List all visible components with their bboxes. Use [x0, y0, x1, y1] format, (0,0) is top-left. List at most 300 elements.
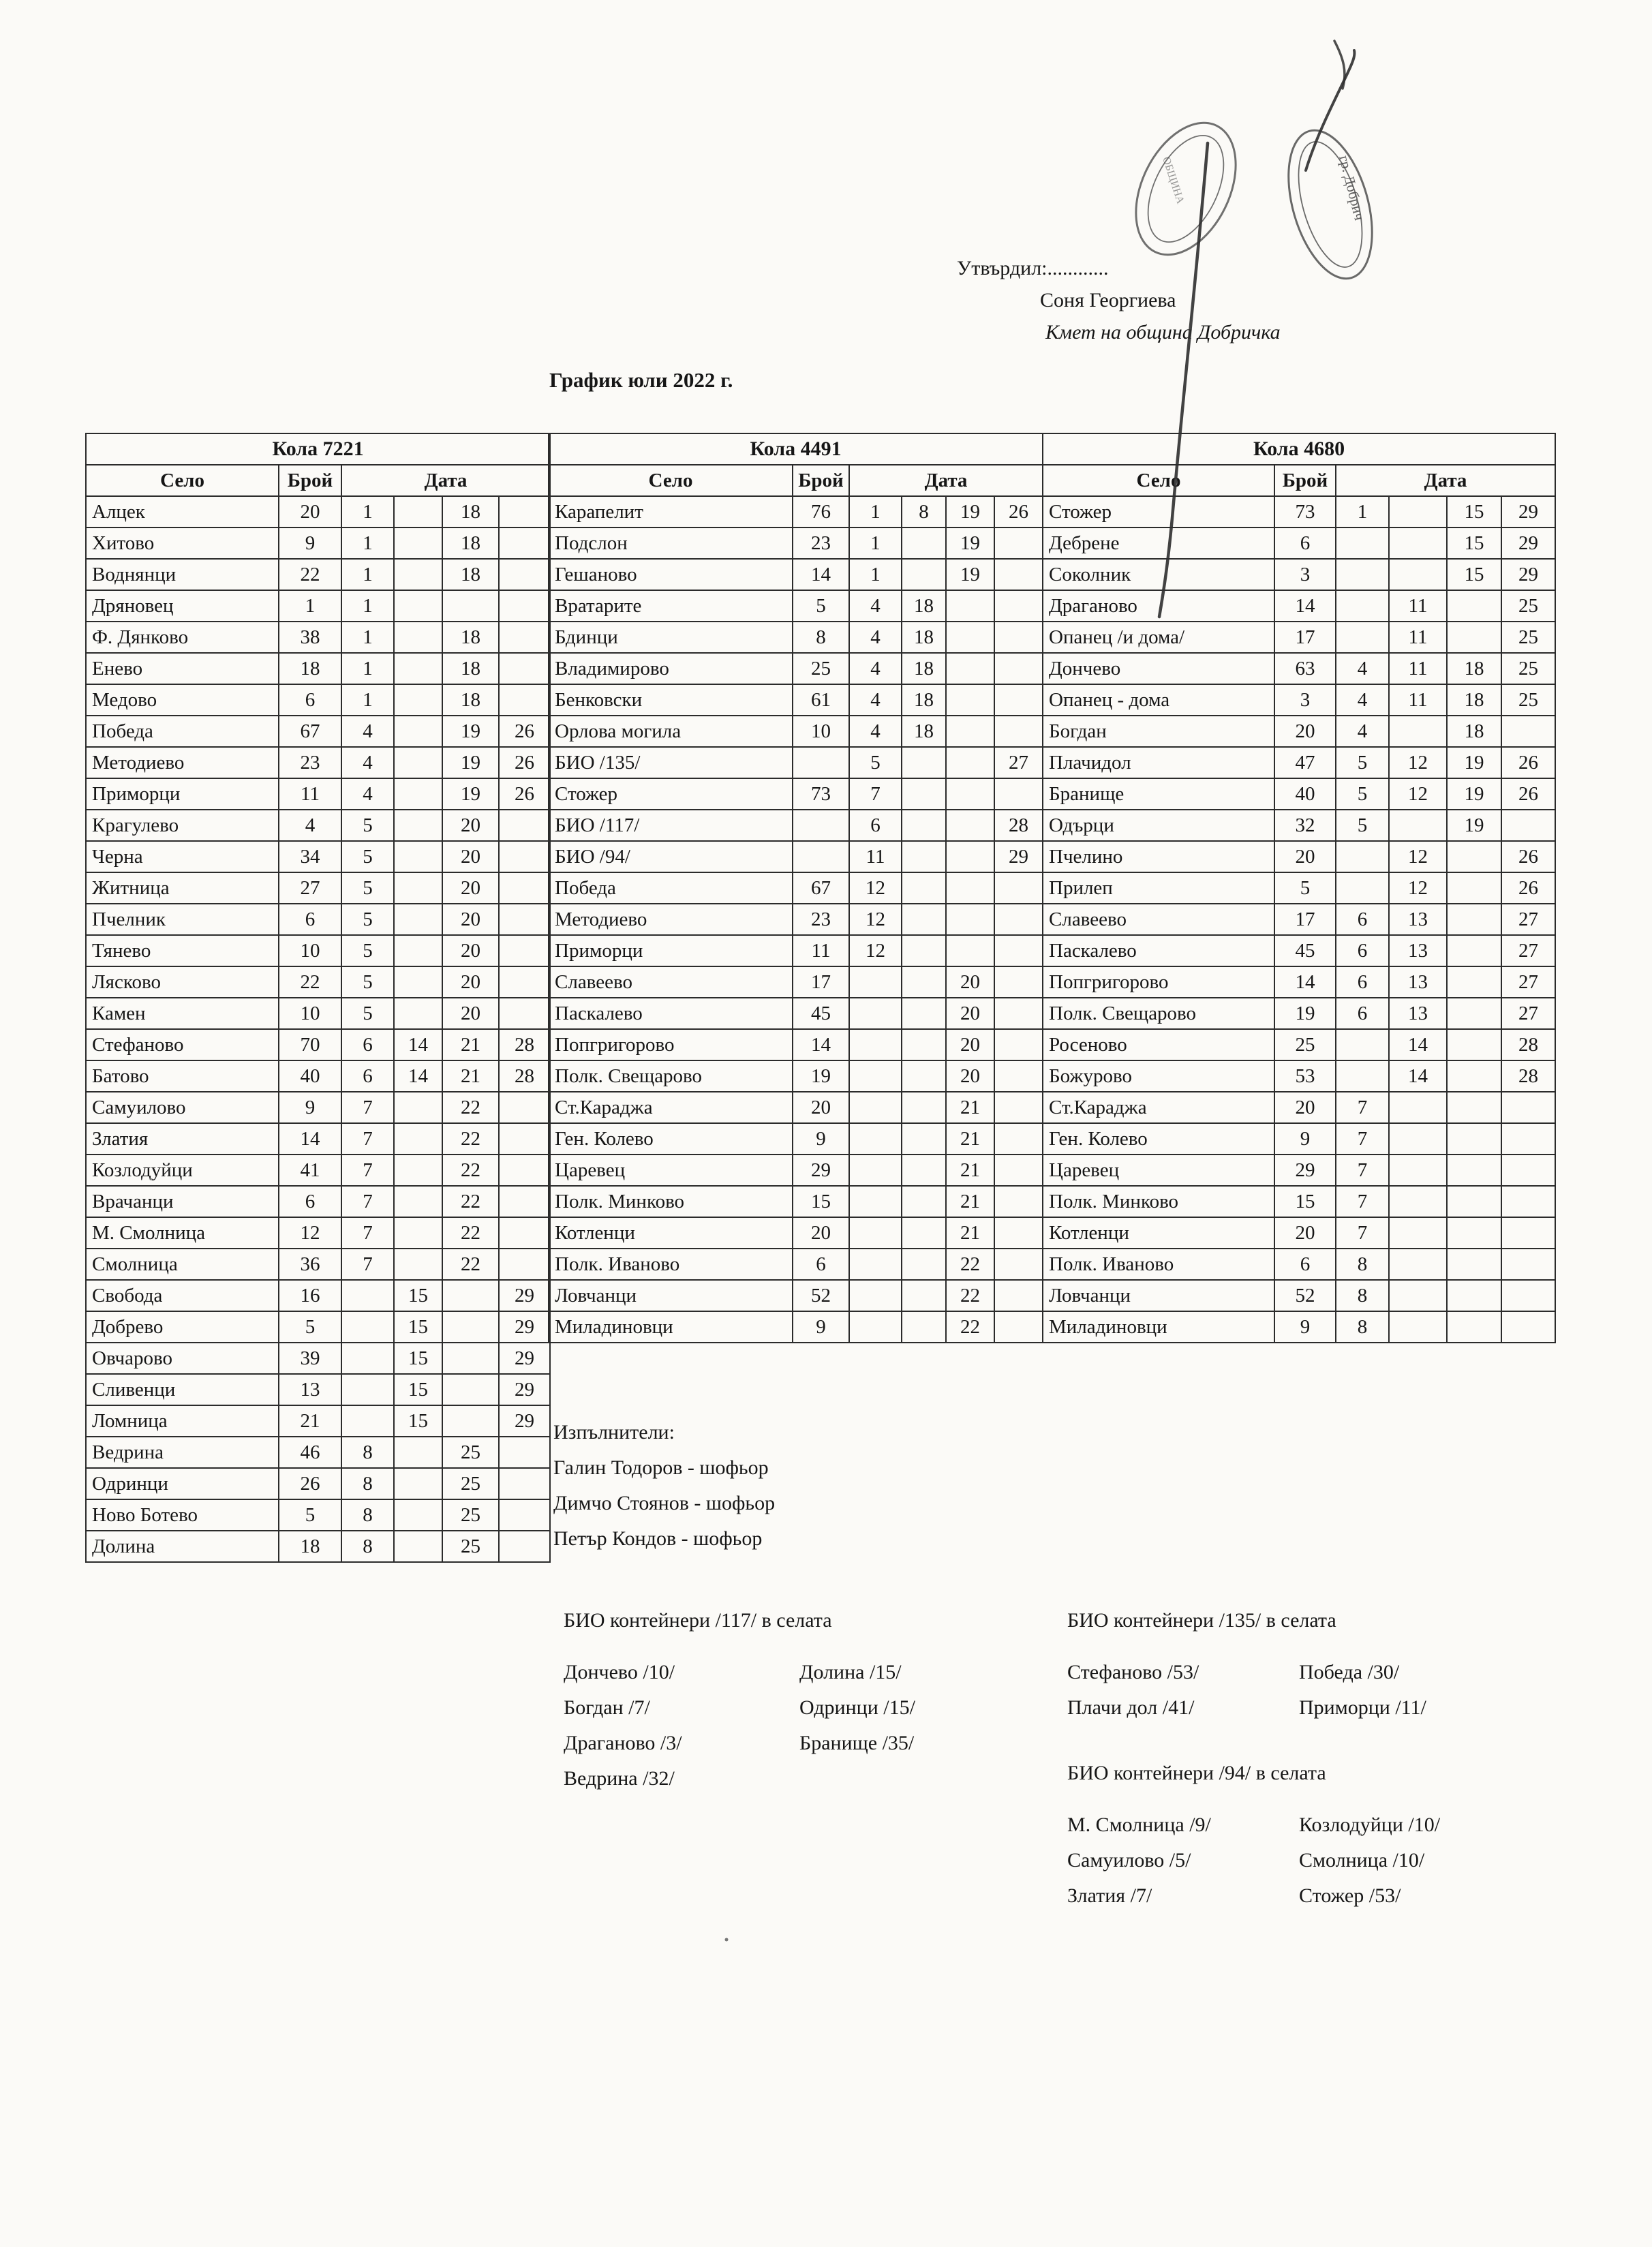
date-cell: 7 [341, 1123, 394, 1155]
date-cell: 29 [1501, 559, 1555, 590]
date-cell [994, 1311, 1043, 1343]
date-cell [394, 590, 442, 622]
col-header-count: Брой [793, 465, 849, 496]
date-cell: 11 [1389, 622, 1447, 653]
note-item: Плачи дол /41/ [1067, 1696, 1195, 1719]
count-cell: 9 [793, 1311, 849, 1343]
date-cell: 27 [994, 747, 1043, 778]
table-row [549, 1092, 1043, 1123]
date-cell [946, 684, 994, 716]
count-cell [793, 747, 849, 778]
date-cell: 22 [946, 1249, 994, 1280]
village-cell: Росеново [1043, 1029, 1274, 1060]
date-cell: 8 [341, 1499, 394, 1531]
date-cell [1447, 1311, 1501, 1343]
date-cell [849, 1060, 902, 1092]
count-cell: 9 [279, 1092, 341, 1123]
count-cell: 17 [793, 966, 849, 998]
date-cell: 20 [946, 1060, 994, 1092]
note-item: Стефаново /53/ [1067, 1661, 1199, 1683]
date-cell [499, 496, 550, 528]
village-cell: Опанец - дома [1043, 684, 1274, 716]
date-cell [1447, 841, 1501, 872]
note-item: Богдан /7/ [564, 1696, 650, 1719]
village-cell: Ловчанци [1043, 1280, 1274, 1311]
table-row [1043, 904, 1555, 935]
village-cell: Дончево [1043, 653, 1274, 684]
village-cell: Полк. Иваново [549, 1249, 793, 1280]
village-cell: Ново Ботево [86, 1499, 279, 1531]
date-cell: 15 [1447, 496, 1501, 528]
count-cell: 22 [279, 559, 341, 590]
date-cell [946, 872, 994, 904]
date-cell [394, 716, 442, 747]
table-group-title: Кола 4680 [1043, 433, 1555, 465]
village-cell: Батово [86, 1060, 279, 1092]
date-cell: 5 [849, 747, 902, 778]
count-cell: 17 [1274, 622, 1336, 653]
date-cell [994, 935, 1043, 966]
note-item: Смолница /10/ [1299, 1849, 1425, 1871]
date-cell: 12 [1389, 841, 1447, 872]
date-cell [394, 496, 442, 528]
date-cell [946, 904, 994, 935]
count-cell: 73 [793, 778, 849, 810]
date-cell [1447, 1092, 1501, 1123]
bio135-heading: БИО контейнери /135/ в селата [1067, 1609, 1336, 1632]
table-row [86, 841, 550, 872]
date-cell [499, 904, 550, 935]
date-cell [1447, 1123, 1501, 1155]
table-row [1043, 1060, 1555, 1092]
count-cell: 41 [279, 1155, 341, 1186]
date-cell: 20 [442, 998, 499, 1029]
page-title: График юли 2022 г. [549, 368, 733, 392]
date-cell: 5 [341, 935, 394, 966]
table-row [1043, 998, 1555, 1029]
village-cell: Смолница [86, 1249, 279, 1280]
count-cell: 40 [1274, 778, 1336, 810]
date-cell: 21 [946, 1186, 994, 1217]
count-cell: 14 [793, 559, 849, 590]
date-cell: 14 [394, 1029, 442, 1060]
date-cell [1389, 1280, 1447, 1311]
table-row [549, 496, 1043, 528]
date-cell: 26 [1501, 747, 1555, 778]
approval-label: Утвърдил:............ [957, 257, 1109, 279]
date-cell: 27 [1501, 935, 1555, 966]
date-cell: 7 [341, 1249, 394, 1280]
date-cell [902, 1029, 946, 1060]
date-cell [1501, 1123, 1555, 1155]
date-cell [499, 841, 550, 872]
date-cell [1501, 1311, 1555, 1343]
table-row [549, 904, 1043, 935]
date-cell [902, 1123, 946, 1155]
village-cell: Медово [86, 684, 279, 716]
table-row [1043, 966, 1555, 998]
date-cell: 19 [946, 528, 994, 559]
count-cell: 29 [1274, 1155, 1336, 1186]
date-cell: 19 [442, 747, 499, 778]
table-row [86, 1280, 550, 1311]
date-cell [946, 716, 994, 747]
count-cell: 67 [279, 716, 341, 747]
date-cell [1389, 1186, 1447, 1217]
count-cell: 34 [279, 841, 341, 872]
village-cell: Черна [86, 841, 279, 872]
date-cell [499, 622, 550, 653]
date-cell [849, 1249, 902, 1280]
table-row [549, 1123, 1043, 1155]
date-cell: 8 [1336, 1249, 1389, 1280]
date-cell [1336, 1060, 1389, 1092]
date-cell: 11 [1389, 590, 1447, 622]
date-cell [994, 622, 1043, 653]
date-cell: 4 [849, 622, 902, 653]
village-cell: БИО /135/ [549, 747, 793, 778]
date-cell: 7 [1336, 1092, 1389, 1123]
date-cell: 22 [946, 1280, 994, 1311]
date-cell [394, 872, 442, 904]
date-cell: 25 [1501, 653, 1555, 684]
count-cell: 76 [793, 496, 849, 528]
village-cell: Полк. Иваново [1043, 1249, 1274, 1280]
table-row [86, 1437, 550, 1468]
date-cell: 19 [442, 716, 499, 747]
date-cell: 4 [341, 716, 394, 747]
date-cell [1501, 1217, 1555, 1249]
date-cell: 19 [1447, 747, 1501, 778]
count-cell: 46 [279, 1437, 341, 1468]
village-cell: Алцек [86, 496, 279, 528]
date-cell [946, 653, 994, 684]
date-cell [394, 841, 442, 872]
date-cell [341, 1343, 394, 1374]
date-cell [946, 622, 994, 653]
date-cell: 8 [341, 1531, 394, 1562]
date-cell [902, 559, 946, 590]
date-cell: 7 [1336, 1186, 1389, 1217]
date-cell: 27 [1501, 904, 1555, 935]
col-header-date: Дата [341, 465, 550, 496]
date-cell: 18 [902, 684, 946, 716]
date-cell: 29 [499, 1374, 550, 1405]
table-row [1043, 778, 1555, 810]
count-cell: 63 [1274, 653, 1336, 684]
date-cell [994, 590, 1043, 622]
date-cell: 15 [1447, 559, 1501, 590]
village-cell: Овчарово [86, 1343, 279, 1374]
date-cell [849, 1311, 902, 1343]
date-cell [394, 1186, 442, 1217]
date-cell [394, 1531, 442, 1562]
bio94-heading: БИО контейнери /94/ в селата [1067, 1762, 1326, 1784]
village-cell: Дебрене [1043, 528, 1274, 559]
table-row [1043, 1155, 1555, 1186]
count-cell: 15 [793, 1186, 849, 1217]
village-cell: Славеево [1043, 904, 1274, 935]
village-cell: Тянево [86, 935, 279, 966]
date-cell [1389, 1249, 1447, 1280]
date-cell: 11 [1389, 684, 1447, 716]
date-cell [946, 935, 994, 966]
village-cell: БИО /94/ [549, 841, 793, 872]
date-cell [902, 747, 946, 778]
table-row [549, 716, 1043, 747]
col-header-village: Село [1043, 465, 1274, 496]
date-cell [341, 1311, 394, 1343]
date-cell: 20 [946, 998, 994, 1029]
date-cell: 4 [849, 684, 902, 716]
date-cell [849, 1029, 902, 1060]
table-row [86, 496, 550, 528]
date-cell: 4 [849, 590, 902, 622]
date-cell [442, 1374, 499, 1405]
date-cell [499, 1499, 550, 1531]
table-row [549, 966, 1043, 998]
date-cell: 1 [341, 590, 394, 622]
date-cell: 19 [442, 778, 499, 810]
date-cell [902, 935, 946, 966]
date-cell: 6 [1336, 966, 1389, 998]
date-cell: 1 [849, 496, 902, 528]
date-cell [499, 590, 550, 622]
date-cell [1336, 590, 1389, 622]
table-row [86, 1531, 550, 1562]
date-cell [1336, 1029, 1389, 1060]
count-cell: 53 [1274, 1060, 1336, 1092]
count-cell: 13 [279, 1374, 341, 1405]
table-row [86, 1060, 550, 1092]
date-cell: 6 [1336, 904, 1389, 935]
count-cell: 10 [793, 716, 849, 747]
note-item: Приморци /11/ [1299, 1696, 1426, 1719]
count-cell: 19 [1274, 998, 1336, 1029]
date-cell [994, 1060, 1043, 1092]
date-cell: 1 [341, 622, 394, 653]
date-cell [499, 810, 550, 841]
village-cell: Драганово [1043, 590, 1274, 622]
table-row [86, 1123, 550, 1155]
table-row [1043, 935, 1555, 966]
table-row [549, 653, 1043, 684]
date-cell: 13 [1389, 966, 1447, 998]
count-cell: 23 [279, 747, 341, 778]
date-cell [994, 1249, 1043, 1280]
count-cell: 67 [793, 872, 849, 904]
village-cell: Свобода [86, 1280, 279, 1311]
village-cell: БИО /117/ [549, 810, 793, 841]
count-cell: 9 [1274, 1123, 1336, 1155]
village-cell: Житница [86, 872, 279, 904]
count-cell: 9 [279, 528, 341, 559]
date-cell: 26 [1501, 872, 1555, 904]
date-cell [1389, 496, 1447, 528]
date-cell: 29 [994, 841, 1043, 872]
village-cell: Камен [86, 998, 279, 1029]
date-cell: 20 [442, 904, 499, 935]
date-cell: 5 [341, 998, 394, 1029]
note-item: Дончево /10/ [564, 1661, 675, 1683]
village-cell: Бдинци [549, 622, 793, 653]
table-row [549, 935, 1043, 966]
date-cell [1447, 1249, 1501, 1280]
table-row [1043, 810, 1555, 841]
table-row [86, 1405, 550, 1437]
village-cell: Ведрина [86, 1437, 279, 1468]
date-cell: 8 [902, 496, 946, 528]
table-row [1043, 1280, 1555, 1311]
date-cell: 6 [341, 1060, 394, 1092]
date-cell [394, 653, 442, 684]
date-cell: 11 [849, 841, 902, 872]
date-cell [1389, 716, 1447, 747]
table-row [549, 590, 1043, 622]
date-cell [902, 1060, 946, 1092]
date-cell [499, 966, 550, 998]
date-cell: 4 [849, 716, 902, 747]
count-cell: 20 [1274, 1217, 1336, 1249]
date-cell [994, 1186, 1043, 1217]
date-cell: 26 [994, 496, 1043, 528]
date-cell: 13 [1389, 935, 1447, 966]
count-cell: 61 [793, 684, 849, 716]
table-row [1043, 622, 1555, 653]
date-cell: 28 [1501, 1060, 1555, 1092]
note-item: Бранище /35/ [799, 1732, 915, 1754]
date-cell [1336, 872, 1389, 904]
table-row [549, 1217, 1043, 1249]
date-cell [849, 1186, 902, 1217]
date-cell [994, 1029, 1043, 1060]
date-cell: 5 [341, 872, 394, 904]
date-cell [902, 810, 946, 841]
date-cell [1501, 810, 1555, 841]
date-cell [499, 1249, 550, 1280]
village-cell: Дряновец [86, 590, 279, 622]
date-cell: 18 [1447, 684, 1501, 716]
date-cell [994, 684, 1043, 716]
count-cell: 6 [793, 1249, 849, 1280]
date-cell [902, 904, 946, 935]
col-header-count: Брой [1274, 465, 1336, 496]
table-group-title: Кола 4491 [549, 433, 1043, 465]
scan-speck [725, 1938, 729, 1942]
date-cell: 4 [1336, 716, 1389, 747]
note-item: Ведрина /32/ [564, 1767, 675, 1790]
bio94-notes [1067, 1756, 1528, 1914]
date-cell: 5 [341, 966, 394, 998]
date-cell [902, 1217, 946, 1249]
village-cell: Котленци [549, 1217, 793, 1249]
date-cell [1501, 1186, 1555, 1217]
village-cell: Приморци [86, 778, 279, 810]
table-kola-4680 [1042, 433, 1556, 1343]
village-cell: Полк. Минково [1043, 1186, 1274, 1217]
date-cell: 21 [946, 1217, 994, 1249]
table-row [1043, 684, 1555, 716]
date-cell [394, 622, 442, 653]
table-row [86, 935, 550, 966]
date-cell: 4 [1336, 653, 1389, 684]
table-row [86, 1374, 550, 1405]
date-cell: 15 [394, 1405, 442, 1437]
table-row [549, 1060, 1043, 1092]
count-cell: 20 [1274, 716, 1336, 747]
date-cell [394, 684, 442, 716]
stamp-right-icon [1273, 121, 1387, 288]
date-cell [902, 1155, 946, 1186]
table-row [1043, 841, 1555, 872]
date-cell [902, 528, 946, 559]
date-cell: 28 [499, 1060, 550, 1092]
table-row [86, 1217, 550, 1249]
village-cell: Победа [86, 716, 279, 747]
count-cell: 14 [1274, 590, 1336, 622]
date-cell [341, 1280, 394, 1311]
count-cell: 32 [1274, 810, 1336, 841]
date-cell: 1 [849, 559, 902, 590]
table-row [86, 559, 550, 590]
date-cell [442, 1311, 499, 1343]
date-cell: 1 [341, 559, 394, 590]
date-cell: 18 [902, 653, 946, 684]
date-cell [341, 1374, 394, 1405]
date-cell: 26 [499, 778, 550, 810]
executor-item: Димчо Стоянов - шофьор [553, 1492, 776, 1514]
count-cell: 40 [279, 1060, 341, 1092]
stamp-left-text: ОБЩИНА [1160, 155, 1187, 206]
date-cell [902, 1186, 946, 1217]
date-cell [902, 1092, 946, 1123]
village-cell: Полк. Свещарово [1043, 998, 1274, 1029]
village-cell: Победа [549, 872, 793, 904]
date-cell [394, 1155, 442, 1186]
table-row [549, 998, 1043, 1029]
count-cell: 45 [1274, 935, 1336, 966]
date-cell [394, 747, 442, 778]
executors-heading: Изпълнители: [553, 1421, 675, 1443]
village-cell: Карапелит [549, 496, 793, 528]
col-header-village: Село [549, 465, 793, 496]
date-cell [499, 1092, 550, 1123]
date-cell: 15 [1447, 528, 1501, 559]
stamp-right-text: гр. Добрич [1336, 153, 1368, 222]
date-cell: 14 [1389, 1029, 1447, 1060]
village-cell: Котленци [1043, 1217, 1274, 1249]
date-cell: 20 [442, 841, 499, 872]
date-cell: 18 [902, 590, 946, 622]
date-cell [994, 559, 1043, 590]
date-cell [1336, 528, 1389, 559]
date-cell [994, 1123, 1043, 1155]
count-cell: 45 [793, 998, 849, 1029]
village-cell: Владимирово [549, 653, 793, 684]
date-cell [394, 966, 442, 998]
note-item: Долина /15/ [799, 1661, 902, 1683]
table-row [86, 1155, 550, 1186]
date-cell [442, 1280, 499, 1311]
date-cell [849, 1155, 902, 1186]
count-cell: 11 [793, 935, 849, 966]
date-cell: 20 [442, 872, 499, 904]
village-cell: Приморци [549, 935, 793, 966]
date-cell: 22 [442, 1092, 499, 1123]
count-cell: 6 [279, 904, 341, 935]
date-cell: 7 [341, 1186, 394, 1217]
count-cell: 11 [279, 778, 341, 810]
